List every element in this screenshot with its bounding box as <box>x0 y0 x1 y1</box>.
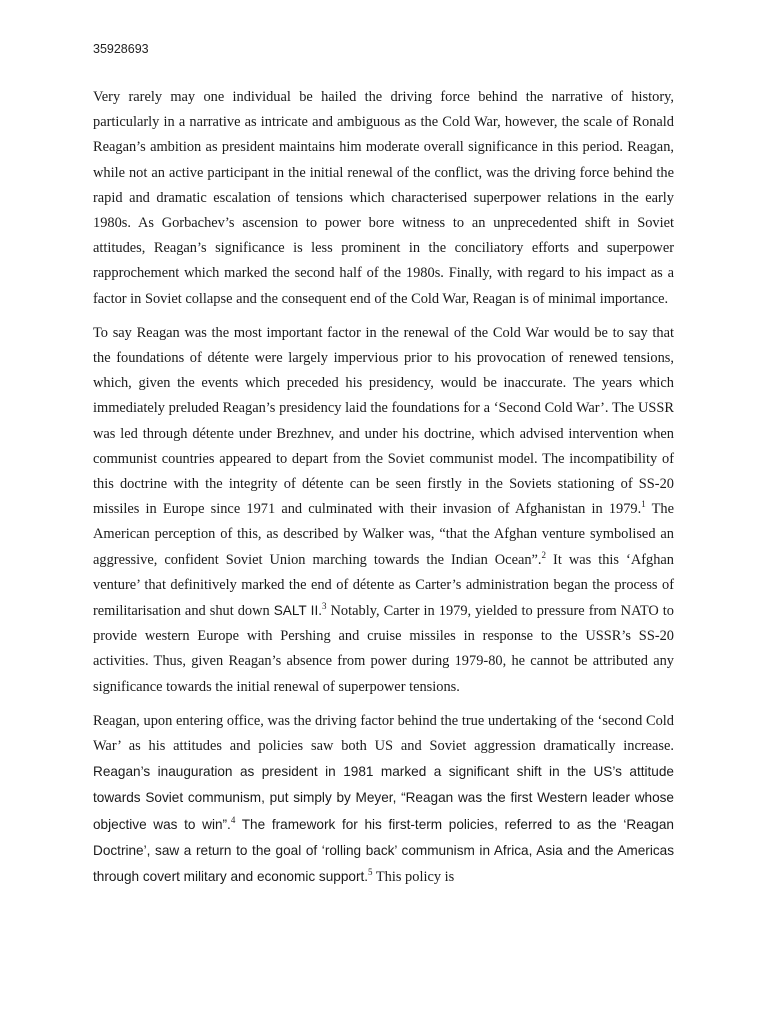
paragraph-text: This policy is <box>372 869 455 886</box>
footnote-ref[interactable]: 3 <box>322 601 327 612</box>
footnote-ref[interactable]: 2 <box>541 549 547 560</box>
footnote-ref[interactable]: 1 <box>641 499 646 510</box>
essay-body <box>93 85 674 899</box>
paragraph-text: Reagan, upon entering office, was the driving factor behind the true undertaking of the ‘second Cold War’ as his attitudes and policies saw both US and Soviet aggression dramatically increase. <box>93 712 674 755</box>
paragraph-text-sans: Reagan’s inauguration as president in 1981 marked a significant shift in the US’s attitude towards Soviet communism, put simply by Meyer, “Reagan was the first Western leader whose objective was to win”. <box>93 764 674 832</box>
paragraph-text-sans: The framework for his first-term policies, referred to as the ‘Reagan Doctrine’, saw a return to the goal of ‘rolling back’ communism in Africa, Asia and the Americas through covert military and economic support. <box>93 816 674 885</box>
paragraph-text: To say Reagan was the most important factor in the renewal of the Cold War would be to say that the foundations of détente were largely impervious prior to his provocation of renewed tensions, which, given the events which preceded his presidency, would be inaccurate. The years which immediately preluded Reagan’s presidency laid the foundations for a ‘Second Cold War’. The USSR was led through détente under Brezhnev, and under his doctrine, which advised intervention when communist countries appeared to depart from the Soviet communist model. The incompatibility of this doctrine with the integrity of détente can be seen firstly in the Soviets stationing of SS-20 missiles in Europe since 1971 and culminated with their invasion of Afghanistan in 1979. <box>93 324 674 518</box>
footnote-ref[interactable]: 5 <box>368 867 373 878</box>
paragraph-text: It was this ‘Afghan venture’ that definitively marked the end of détente as Carter’s administration began the process of remilitarisation and shut down <box>93 551 674 620</box>
paragraph-escalation <box>93 709 674 890</box>
paragraph-intro: Very rarely may one individual be hailed the driving force behind the narrative of history, particularly in a narrative as intricate and ambiguous as the Cold War, however, the scale of Ronald Reagan’s ambition as president maintains him moderate overall significance in this period. Reagan, while not an active participant in the initial renewal of the conflict, was the driving force behind the rapid and dramatic escalation of tensions which characterised superpower relations in the early 1980s. As Gorbachev’s ascension to power bore witness to an unprecedented shift in Soviet attitudes, Reagan’s significance is less prominent in the conciliatory efforts and superpower rapprochement which marked the second half of the 1980s. Finally, with regard to his impact as a factor in Soviet collapse and the consequent end of the Cold War, Reagan is of minimal importance. <box>93 89 674 307</box>
paragraph-text: Notably, Carter in 1979, yielded to pressure from NATO to provide western Europe with Pershing and cruise missiles in response to the USSR’s SS-20 activities. Thus, given Reagan’s absence from power during 1979-80, he cannot be attributed any significance towards the initial renewal of superpower tensions. <box>93 603 675 695</box>
paragraph-renewal <box>93 321 674 700</box>
footnote-ref[interactable]: 4 <box>230 814 236 825</box>
paragraph-text-salt: SALT II. <box>273 603 323 619</box>
paragraph-text: The American perception of this, as described by Walker was, “that the Afghan venture symbolised an aggressive, confident Soviet Union marching towards the Indian Ocean”. <box>93 501 675 568</box>
document-id: 35928693 <box>93 42 149 56</box>
